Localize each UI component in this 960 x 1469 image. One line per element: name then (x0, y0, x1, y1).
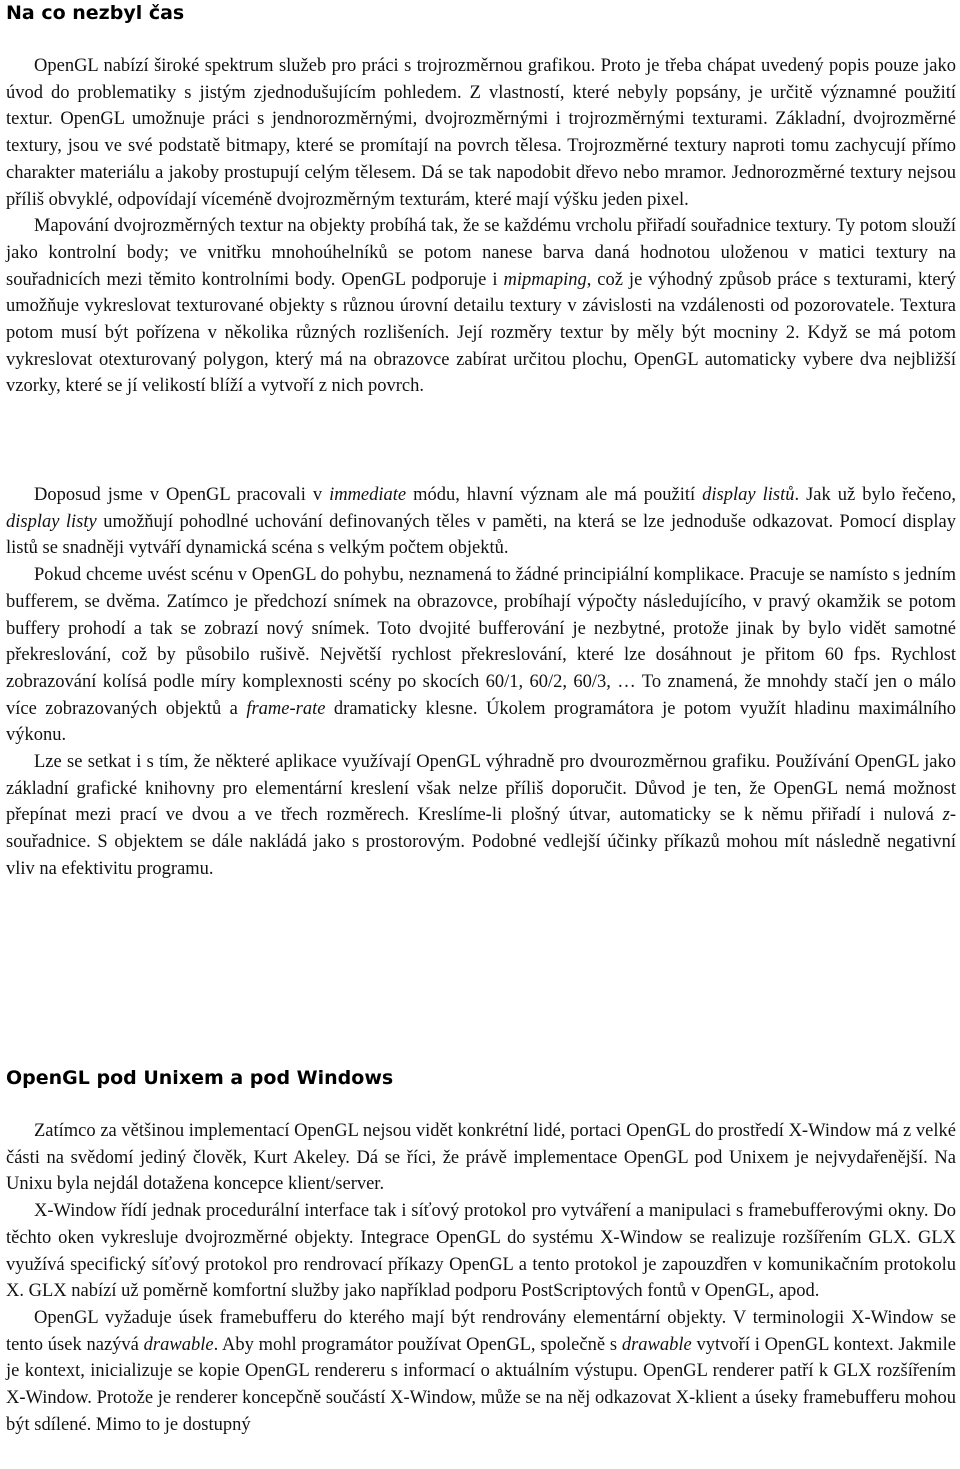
section-display-lists-body (6, 482, 956, 883)
section-heading-textures: Na co nezbyl čas (6, 2, 185, 24)
paragraph: Lze se setkat i s tím, že některé aplikace využívají OpenGL výhradně pro dvourozměrnou grafiku. Používání OpenGL jako základní grafické knihovny pro elementární kreslení však nelze příliš doporučit. Důvod je ten, že OpenGL nemá možnost přepínat mezi prací ve dvou a ve třech rozměrech. Kreslíme-li plošný útvar, automaticky se k němu přiřadí i nulová z-souřadnice. S objektem se dále nakládá jako s prostorovým. Podobné vedlejší účinky příkazů mohou mít následně negativní vliv na efektivitu programu. (6, 752, 956, 879)
section-heading-unix-windows: OpenGL pod Unixem a pod Windows (6, 1067, 394, 1089)
paragraph: Pokud chceme uvést scénu v OpenGL do pohybu, neznamená to žádné principiální komplikace. Pracuje se namísto s jedním bufferem, se dvěma. Zatímco je předchozí snímek na obrazovce, probíhají výpočty následujícího, v pravý okamžik se potom buffery prohodí a tak se zobrazí nový snímek. Toto dvojité bufferování je nezbytné, protože jinak by bylo vidět samotné překreslování, což by působilo rušivě. Největší rychlost překreslování, které lze dosáhnout je přitom 60 fps. Rychlost zobrazování kolísá podle míry komplexnosti scény po skocích 60/1, 60/2, 60/3, … To znamená, že mnohdy stačí jen o málo více zobrazovaných objektů a frame-rate dramaticky klesne. Úkolem programátora je potom využít hladinu maximálního výkonu. (6, 565, 956, 746)
section-textures-body (6, 53, 956, 400)
section-unix-windows-body (6, 1118, 956, 1438)
paragraph: Zatímco za většinou implementací OpenGL nejsou vidět konkrétní lidé, portaci OpenGL do prostředí X-Window má z velké části na svědomí jediný člověk, Kurt Akeley. Dá se říci, že právě implementace OpenGL pod Unixem je nejvydařenější. Na Unixu byla nejdál dotažena koncepce klient/server. (6, 1121, 956, 1195)
paragraph: Mapování dvojrozměrných textur na objekty probíhá tak, že se každému vrcholu přiřadí souřadnice textury. Ty potom slouží jako kontrolní body; ve vnitřku mnohoúhelníků se potom nanese barva daná hodnotou uloženou v matici textury na souřadnicích mezi těmito kontrolními body. OpenGL podporuje i mipmaping, což je výhodný způsob práce s texturami, který umožňuje vykreslovat texturované objekty s různou úrovní detailu textury v závislosti na vzdálenosti od pozorovatele. Textura potom musí být pořízena v několika různých rozlišeních. Její rozměry textur by měly být mocniny 2. Když se má potom vykreslovat otexturovaný polygon, který má na obrazovce zabírat určitou plochu, OpenGL automaticky vybere dva nejbližší vzorky, které se jí velikostí blíží a vytvoří z nich povrch. (6, 216, 956, 397)
paragraph: OpenGL vyžaduje úsek framebufferu do kterého mají být rendrovány elementární objekty. V terminologii X-Window se tento úsek nazývá drawable. Aby mohl programátor používat OpenGL, společně s drawable vytvoří i OpenGL kontext. Jakmile je kontext, inicializuje se kopie OpenGL rendereru s informací o aktuálním výstupu. OpenGL renderer patří k GLX rozšířením X-Window. Protože je renderer koncepčně součástí X-Window, může se na něj odkazovat X-klient a úseky framebufferu mohou být sdílené. Mimo to je dostupný (6, 1307, 956, 1435)
paragraph: OpenGL nabízí široké spektrum služeb pro práci s trojrozměrnou grafikou. Proto je třeba chápat uvedený popis pouze jako úvod do problematiky s jistým zjednodušujícím pohledem. Z vlastností, které nebyly popsány, je určitě významné použití textur. OpenGL umožnuje práci s jendnorozměrnými, dvojrozměrnými i trojrozměrnými texturami. Základní, dvojrozměrné textury, jsou ve své podstatě bitmapy, které se promítají na povrch tělesa. Trojrozměrné textury naproti tomu zachycují přímo charakter materiálu a jakoby prostupují celým tělesem. Dá se tak napodobit dřevo nebo mramor. Jednorozměrné textury nejsou příliš obvyklé, odpovídají víceméně dvojrozměrným texturám, které mají výšku jeden pixel. (6, 56, 956, 210)
paragraph: Doposud jsme v OpenGL pracovali v immediate módu, hlavní význam ale má použití display listů. Jak už bylo řečeno, display listy umožňují pohodlné uchování definovaných těles v paměti, na která se lze jednoduše odkazovat. Pomocí display listů se snadněji vytváří dynamická scéna s velkým počtem objektů. (6, 485, 956, 559)
paragraph: X-Window řídí jednak procedurální interface tak i síťový protokol pro vytváření a manipulaci s framebufferovými okny. Do těchto oken vykresluje dvojrozměrné objekty. Integrace OpenGL do systému X-Window se realizuje rozšířením GLX. GLX využívá specifický síťový protokol pro rendrovací příkazy OpenGL a tento protokol je zapouzdřen v komunikačním protokolu X. GLX nabízí už poměrně komfortní služby jako například podporu PostScriptových fontů v OpenGL, apod. (6, 1201, 956, 1302)
